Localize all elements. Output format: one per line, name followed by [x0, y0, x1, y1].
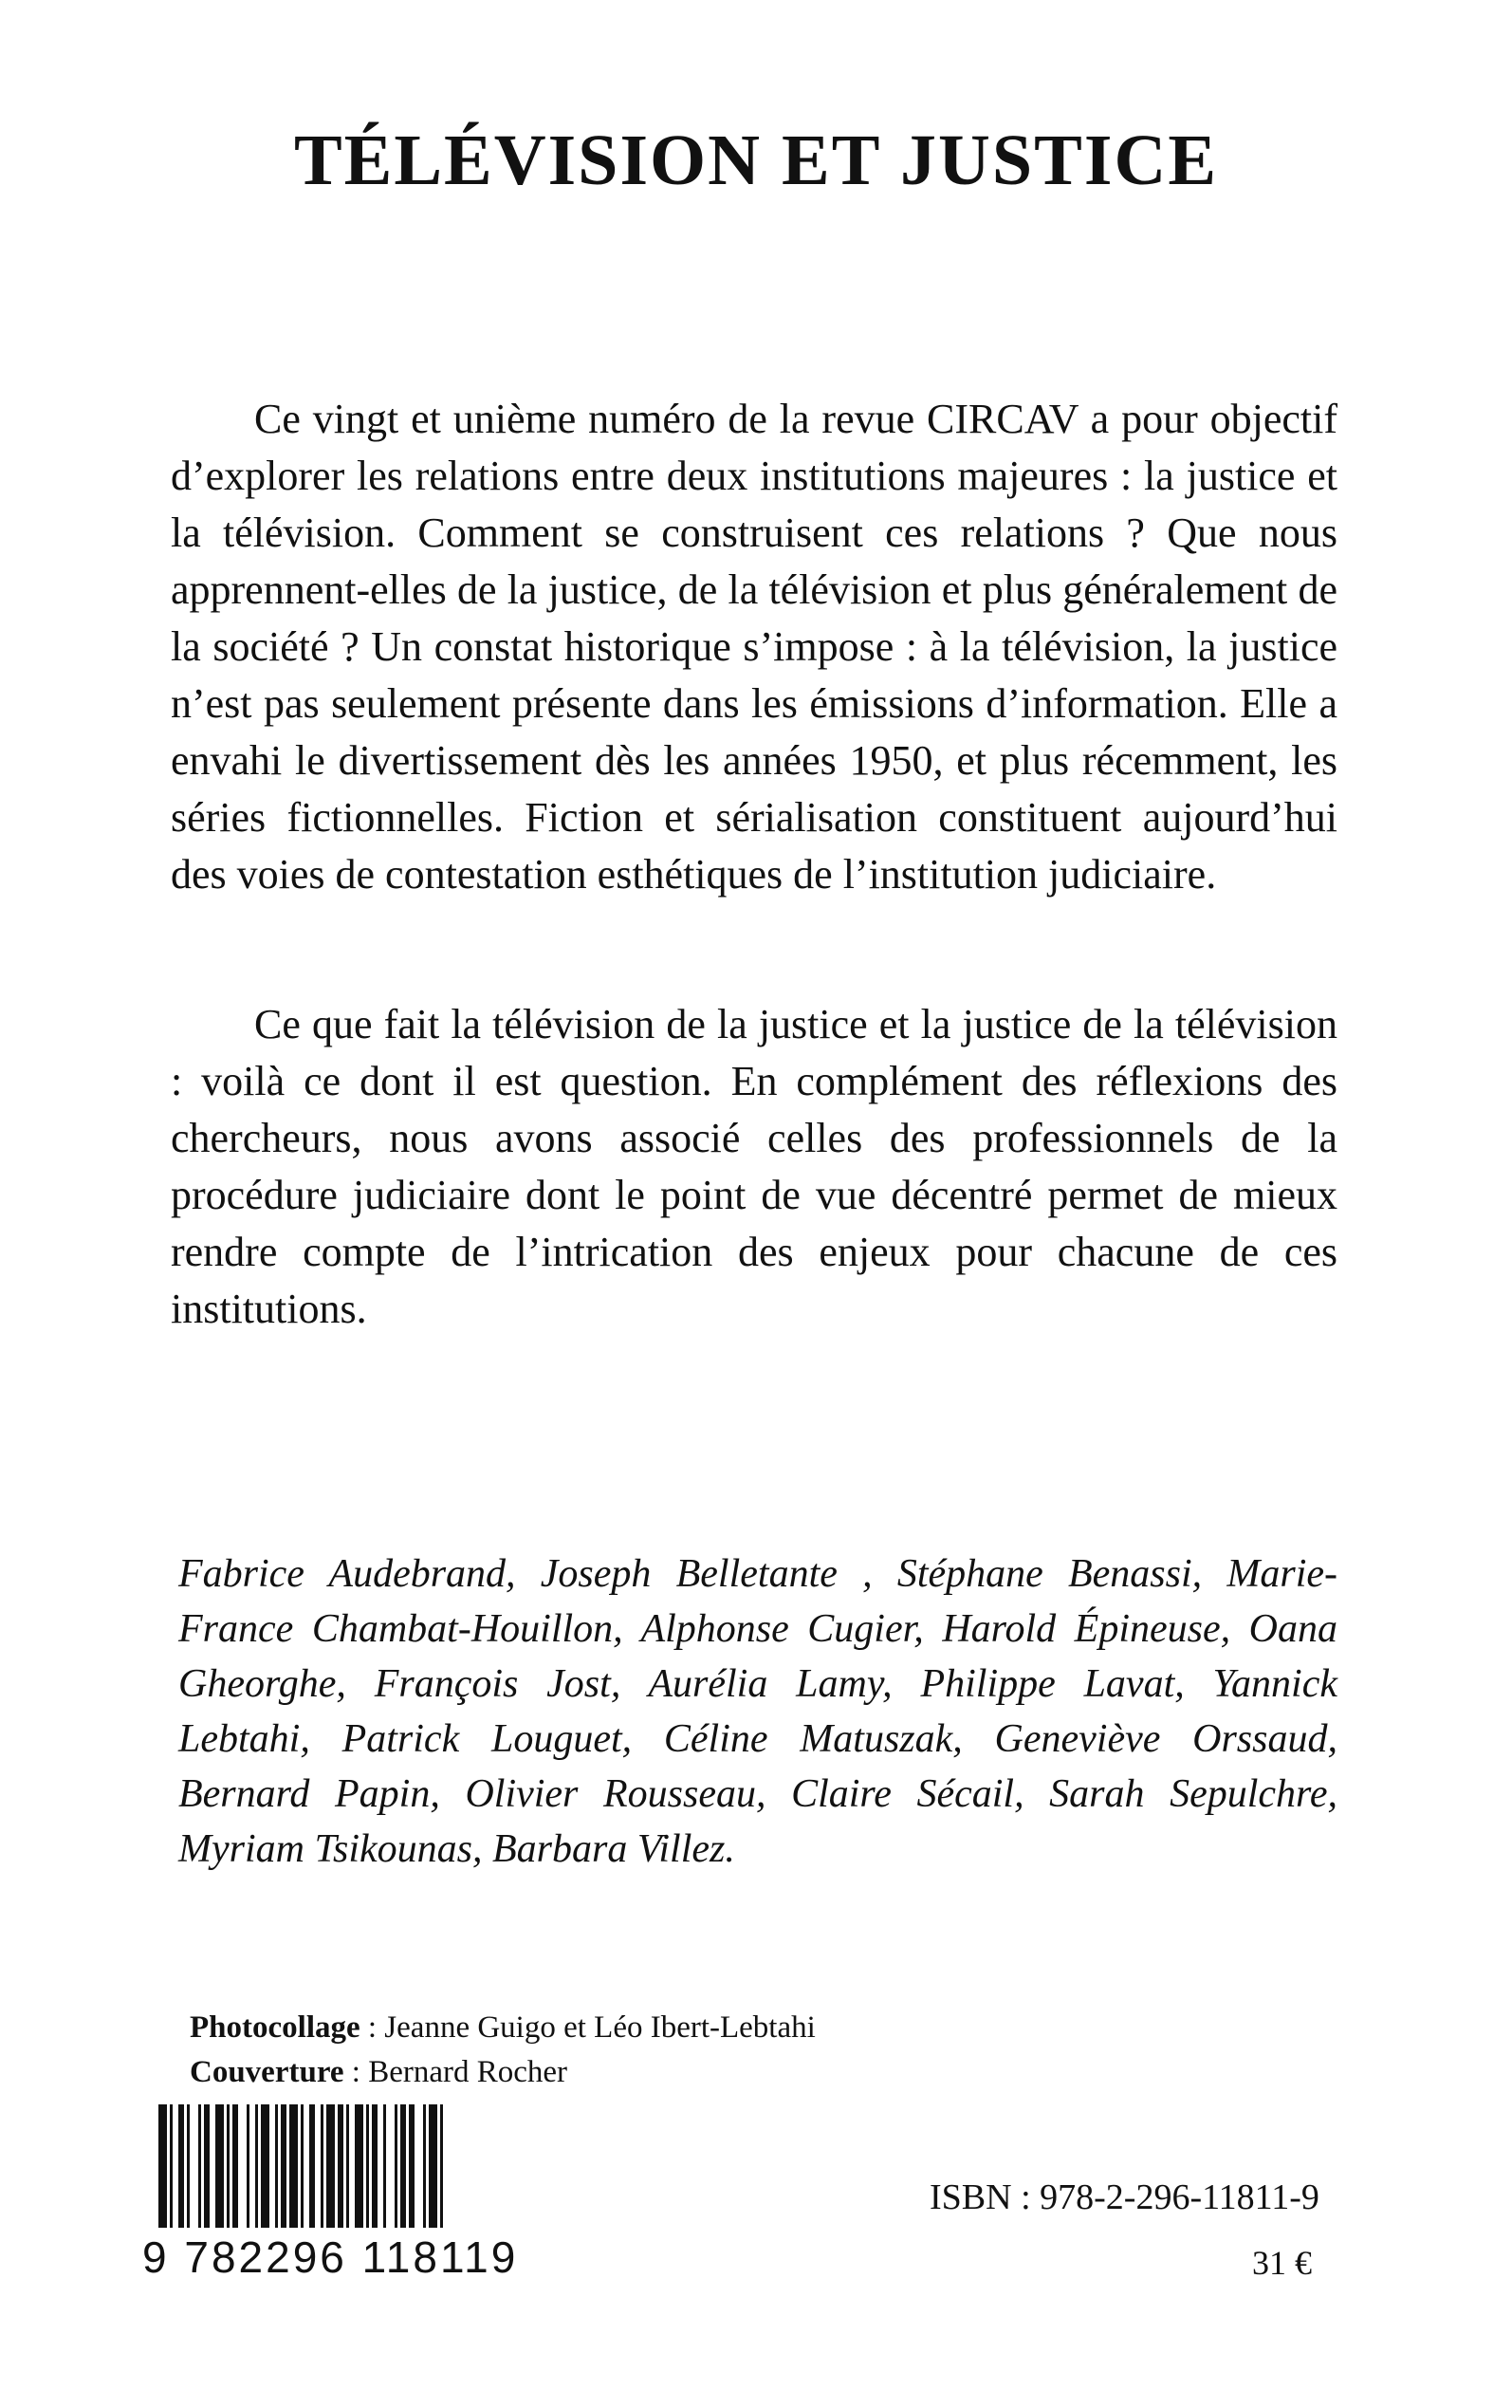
barcode-bar [395, 2104, 397, 2228]
barcode-bar [261, 2104, 269, 2228]
couverture-value: : Bernard Rocher [343, 2055, 568, 2089]
barcode [157, 2104, 555, 2228]
barcode-bar [215, 2104, 224, 2228]
barcode-bar [440, 2104, 443, 2228]
barcode-bar [326, 2104, 335, 2228]
barcode-bar [275, 2104, 278, 2228]
barcode-bar [187, 2104, 190, 2228]
barcode-bar [423, 2104, 426, 2228]
barcode-bar [170, 2104, 173, 2228]
barcode-bar [204, 2104, 210, 2228]
barcode-bar [400, 2104, 406, 2228]
barcode-bar [178, 2104, 184, 2228]
barcode-bar [247, 2104, 249, 2228]
barcode-bar [383, 2104, 386, 2228]
barcode-bar [429, 2104, 437, 2228]
description-paragraph-1 [171, 391, 1337, 903]
barcode-bar [158, 2104, 167, 2228]
isbn: ISBN : 978-2-296-11811-9 [930, 2177, 1319, 2217]
barcode-bar [227, 2104, 230, 2228]
barcode-bar [409, 2104, 415, 2228]
barcode-bar [255, 2104, 258, 2228]
barcode-bar [198, 2104, 201, 2228]
couverture-credit [190, 2050, 816, 2095]
credits-block [190, 2006, 816, 2095]
authors-list: Fabrice Audebrand, Joseph Belletante , Stéphane Benassi, Marie-France Chambat-Houillon, Alphonse Cugier, Harold Épineuse, Oana Gheorghe, François Jost, Aurélia Lamy, Philippe Lavat, Yannick Lebtahi, Patrick Louguet, Céline Matuszak, Geneviève Orssaud, Bernard Papin, Olivier Rousseau, Claire Sécail, Sarah Sepulchre, Myriam Tsikounas, Barbara Villez. [178, 1552, 1337, 1871]
barcode-bar [309, 2104, 315, 2228]
barcode-number: 9 782296 118119 [142, 2232, 519, 2282]
barcode-bar [301, 2104, 304, 2228]
barcode-bar [372, 2104, 378, 2228]
barcode-bar [355, 2104, 363, 2228]
barcode-bar [232, 2104, 238, 2228]
description-paragraph-2 [171, 996, 1337, 1338]
barcode-bar [338, 2104, 343, 2228]
price: 31 € [1252, 2244, 1312, 2282]
paragraph-text: Ce que fait la télévision de la justice et la justice de la télévision : voilà ce dont il est question. En complément des réflexions des chercheurs, nous avons associé celles des professionnels de la procédure judiciaire dont le point de vue décentré permet de mieux rendre compte de l’intrication des enjeux pour chacune de ces institutions. [171, 1001, 1337, 1332]
barcode-bar [366, 2104, 369, 2228]
barcode-bar [289, 2104, 298, 2228]
barcode-bar [321, 2104, 323, 2228]
photocollage-value: : Jeanne Guigo et Léo Ibert-Lebtahi [360, 2010, 816, 2045]
photocollage-label: Photocollage [190, 2010, 360, 2045]
paragraph-text: Ce vingt et unième numéro de la revue CIRCAV a pour objectif d’explorer les relations entre deux institutions majeures : la justice et la télévision. Comment se construisent ces relations ? Que nous apprennent-elles de la justice, de la télévision et plus généralement de la société ? Un constat historique s’impose : à la télévision, la justice n’est pas seulement présente dans les émissions d’information. Elle a envahi le divertissement dès les années 1950, et plus récemment, les séries fictionnelles. Fiction et sérialisation constituent aujourd’hui des voies de contestation esthétiques de l’institution judiciaire. [171, 396, 1337, 898]
couverture-label: Couverture [190, 2055, 344, 2089]
book-title: TÉLÉVISION ET JUSTICE [293, 120, 1219, 200]
barcode-bar [346, 2104, 349, 2228]
barcode-bar [281, 2104, 286, 2228]
photocollage-credit [190, 2006, 816, 2050]
